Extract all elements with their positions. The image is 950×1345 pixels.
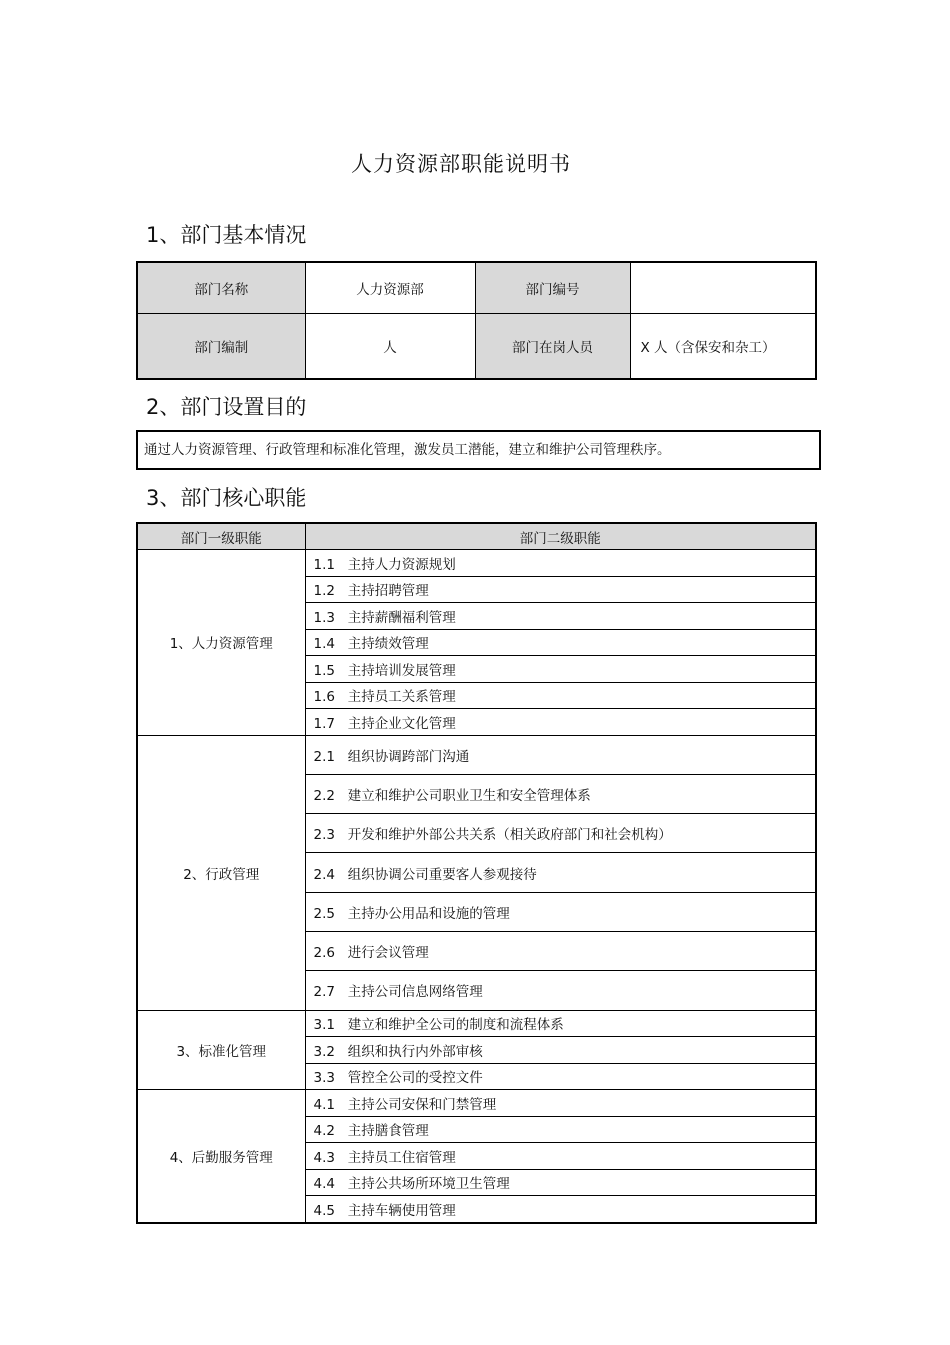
level2-function xyxy=(305,892,816,931)
function-number: 2.5 xyxy=(313,905,335,922)
function-text: 建立和维护全公司的制度和流程体系 xyxy=(347,1017,564,1034)
function-number: 4.3 xyxy=(313,1149,335,1166)
dept-name-value: 人力资源部 xyxy=(305,262,475,314)
page-title: 人力资源部职能说明书 xyxy=(351,152,571,176)
function-text: 主持车辆使用管理 xyxy=(347,1202,456,1219)
function-number: 2.3 xyxy=(313,827,335,844)
dept-quota-label: 部门编制 xyxy=(137,314,305,380)
function-number: 3.3 xyxy=(313,1070,335,1087)
function-text: 主持办公用品和设施的管理 xyxy=(347,905,510,922)
function-number: 1.5 xyxy=(313,662,335,679)
level2-function xyxy=(305,853,816,892)
level2-function xyxy=(305,1169,816,1196)
function-text: 主持膳食管理 xyxy=(347,1123,429,1140)
function-number: 4.4 xyxy=(313,1176,335,1193)
function-text: 组织协调跨部门沟通 xyxy=(347,748,470,765)
section-heading-purpose: 2、部门设置目的 xyxy=(146,395,307,419)
function-text: 主持培训发展管理 xyxy=(347,662,456,679)
function-text: 主持公共场所环境卫生管理 xyxy=(347,1176,510,1193)
level2-function xyxy=(305,1063,816,1090)
level1-function: 2、行政管理 xyxy=(137,735,305,1010)
level2-function xyxy=(305,1143,816,1170)
level1-function: 3、标准化管理 xyxy=(137,1010,305,1090)
function-number: 2.7 xyxy=(313,984,335,1001)
function-number: 3.2 xyxy=(313,1043,335,1060)
level2-function xyxy=(305,709,816,736)
function-text: 进行会议管理 xyxy=(347,945,429,962)
level2-function xyxy=(305,603,816,630)
function-number: 1.1 xyxy=(313,556,335,573)
dept-code-label: 部门编号 xyxy=(475,262,630,314)
level1-function: 1、人力资源管理 xyxy=(137,550,305,736)
level2-function xyxy=(305,931,816,970)
dept-code-value xyxy=(630,262,816,314)
level2-function xyxy=(305,971,816,1010)
section-heading-basic: 1、部门基本情况 xyxy=(146,223,307,247)
core-functions-table xyxy=(136,522,817,1224)
function-number: 4.5 xyxy=(313,1202,335,1219)
level2-function xyxy=(305,735,816,774)
level2-function xyxy=(305,1090,816,1117)
level2-function xyxy=(305,656,816,683)
function-text: 组织协调公司重要客人参观接待 xyxy=(347,866,537,883)
function-text: 主持公司信息网络管理 xyxy=(347,984,483,1001)
level1-function: 4、后勤服务管理 xyxy=(137,1090,305,1223)
function-number: 1.2 xyxy=(313,583,335,600)
function-text: 主持绩效管理 xyxy=(347,636,429,653)
section-heading-core: 3、部门核心职能 xyxy=(146,486,307,510)
function-number: 3.1 xyxy=(313,1017,335,1034)
function-text: 主持企业文化管理 xyxy=(347,715,456,732)
level2-function xyxy=(305,629,816,656)
function-text: 主持薪酬福利管理 xyxy=(347,609,456,626)
function-number: 1.7 xyxy=(313,715,335,732)
level2-function xyxy=(305,774,816,813)
function-number: 1.6 xyxy=(313,689,335,706)
dept-name-label: 部门名称 xyxy=(137,262,305,314)
table-row xyxy=(137,735,816,774)
function-number: 2.1 xyxy=(313,748,335,765)
table-row xyxy=(137,1010,816,1037)
function-number: 2.2 xyxy=(313,787,335,804)
level2-function xyxy=(305,576,816,603)
function-number: 2.6 xyxy=(313,945,335,962)
level2-function xyxy=(305,1037,816,1064)
level2-function xyxy=(305,1116,816,1143)
function-text: 管控全公司的受控文件 xyxy=(347,1070,483,1087)
function-text: 主持员工住宿管理 xyxy=(347,1149,456,1166)
function-text: 组织和执行内外部审核 xyxy=(347,1043,483,1060)
level2-function xyxy=(305,1196,816,1223)
function-number: 4.2 xyxy=(313,1123,335,1140)
function-number: 4.1 xyxy=(313,1096,335,1113)
level2-function xyxy=(305,1010,816,1037)
function-text: 开发和维护外部公共关系（相关政府部门和社会机构） xyxy=(347,827,672,844)
functions-body xyxy=(137,550,816,1223)
function-text: 建立和维护公司职业卫生和安全管理体系 xyxy=(347,787,591,804)
purpose-text: 通过人力资源管理、行政管理和标准化管理，激发员工潜能，建立和维护公司管理秩序。 xyxy=(136,430,821,470)
level2-function xyxy=(305,682,816,709)
function-text: 主持人力资源规划 xyxy=(347,556,456,573)
dept-staff-value: X 人（含保安和杂工） xyxy=(630,314,816,380)
function-number: 1.4 xyxy=(313,636,335,653)
function-number: 2.4 xyxy=(313,866,335,883)
table-row xyxy=(137,550,816,577)
table-row xyxy=(137,1090,816,1117)
function-text: 主持招聘管理 xyxy=(347,583,429,600)
function-text: 主持公司安保和门禁管理 xyxy=(347,1096,497,1113)
level1-header: 部门一级职能 xyxy=(137,523,305,550)
dept-staff-label: 部门在岗人员 xyxy=(475,314,630,380)
level2-function xyxy=(305,550,816,577)
level2-header: 部门二级职能 xyxy=(305,523,816,550)
level2-function xyxy=(305,814,816,853)
dept-quota-value: 人 xyxy=(305,314,475,380)
function-text: 主持员工关系管理 xyxy=(347,689,456,706)
function-number: 1.3 xyxy=(313,609,335,626)
basic-info-table xyxy=(136,261,817,380)
